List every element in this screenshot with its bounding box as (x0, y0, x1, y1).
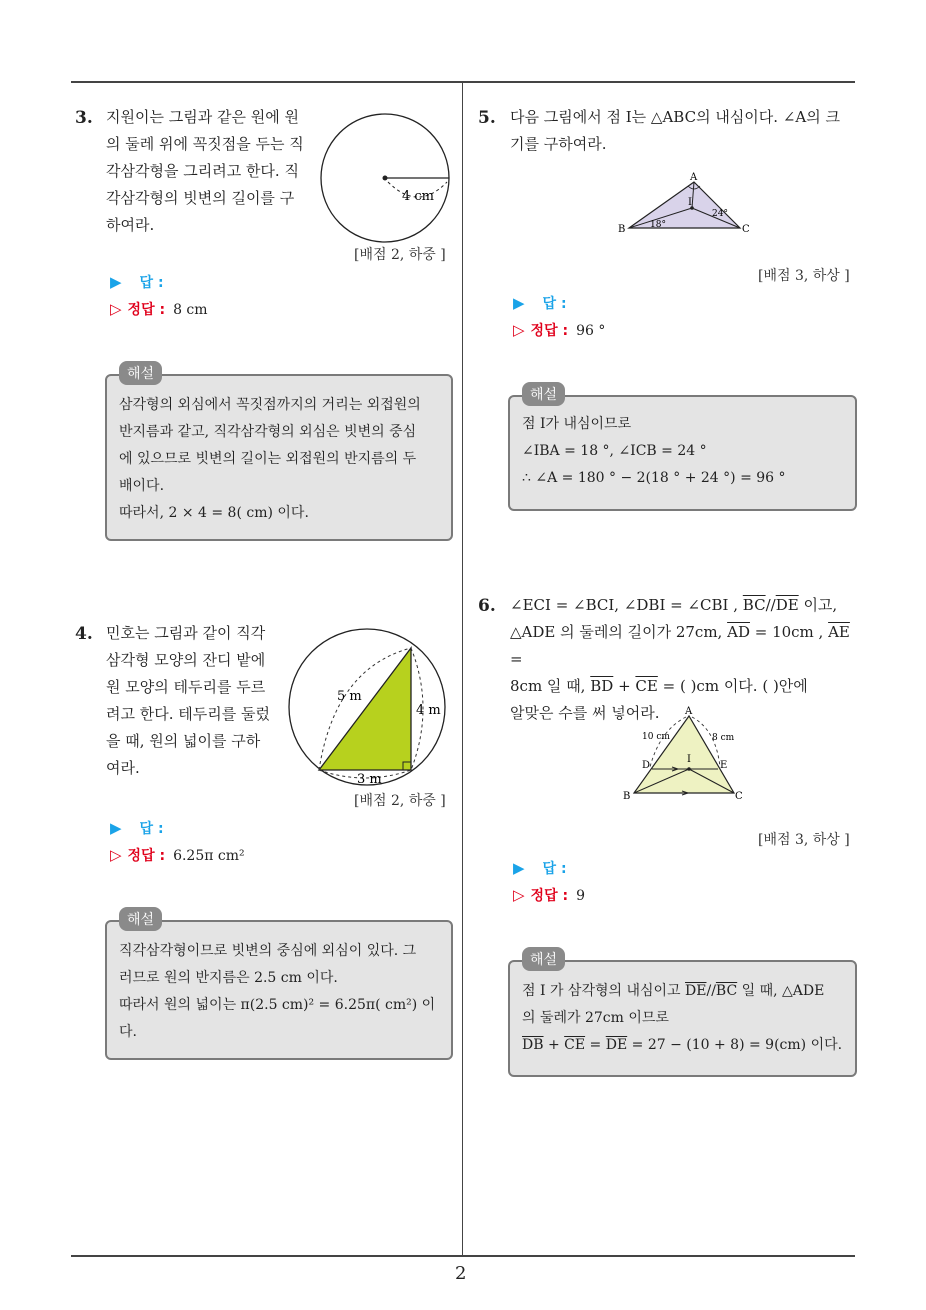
q4-line: 삼각형 모양의 잔디 밭에 (106, 651, 266, 669)
q4-line: 려고 한다. 테두리를 둘렀 (106, 705, 270, 723)
segment-ae: $\overline{AE}$ (828, 623, 850, 641)
q4-correct-answer (110, 845, 245, 865)
correct-value: 96 ° (576, 323, 606, 339)
q4-label-base: 3 m (357, 772, 382, 787)
correct-value: 6.25π cm² (173, 848, 245, 864)
q6-explain-line-2: 의 둘레가 27cm 이므로 (522, 1010, 669, 1026)
q6-explain-text: = 27 − (10 + 8) = 9(cm) 이다. (627, 1037, 843, 1053)
q6-line-2 (510, 619, 860, 673)
answer-label: 답 : (542, 296, 567, 312)
q3-explain-line: 따라서, 2 × 4 = 8( cm) 이다. (119, 505, 309, 521)
segment-ce: $\overline{CE}$ (635, 677, 658, 695)
q6-line-4: 알맞은 수를 써 넣어라. (510, 704, 660, 722)
play-icon: ▶ (513, 859, 525, 877)
q6-meta: [배점 3, 하상 ] (758, 832, 850, 848)
q6-line-1 (510, 592, 860, 619)
q3-explain-line: 반지름과 같고, 직각삼각형의 외심은 빗변의 중심 (119, 424, 417, 440)
q5-meta: [배점 3, 하상 ] (758, 268, 850, 284)
q4-triangle-lawn (319, 648, 411, 770)
q5-line: 기를 구하여라. (510, 135, 607, 153)
q5-label-c: C (742, 224, 750, 235)
q6-explain-text: 일 때, △ADE (737, 983, 825, 999)
q6-explanation-box (508, 960, 857, 1077)
q6-text: 8cm 일 때, (510, 677, 591, 695)
q3-explain-line: 배이다. (119, 478, 165, 494)
q5-label-b: B (618, 224, 626, 235)
q5-line: 다음 그림에서 점 I는 △ABC의 내심이다. ∠A의 크 (510, 108, 840, 126)
answer-label: 답 : (139, 821, 164, 837)
correct-value: 8 cm (173, 302, 208, 318)
q6-label-ae: 8 cm (712, 733, 735, 743)
q6-label-ad: 10 cm (642, 732, 670, 742)
q5-label-a: A (690, 172, 698, 183)
play-icon: ▶ (513, 294, 525, 312)
segment-de: $\overline{DE}$ (775, 596, 799, 614)
q6-correct-answer (513, 885, 585, 905)
q6-text: = (510, 650, 523, 668)
q3-explanation-tag: 해설 (119, 361, 162, 385)
correct-label: 정답 : (530, 323, 569, 339)
q6-explain-text: + (543, 1037, 565, 1053)
answer-label: 답 : (139, 275, 164, 291)
q5-explain-line: ∠IBA = 18 °, ∠ICB = 24 ° (522, 443, 707, 459)
q4-label-height: 4 m (416, 703, 441, 718)
segment-db: $\overline{DB}$ (522, 1037, 544, 1053)
q4-lawn-figure (285, 628, 455, 788)
q4-line: 민호는 그림과 같이 직각 (106, 624, 266, 642)
q6-label-b: B (623, 791, 631, 802)
q6-answer-field[interactable] (513, 858, 567, 878)
q6-explain-line-3 (522, 1032, 843, 1059)
q3-correct-answer (110, 299, 208, 319)
q6-line-3 (510, 673, 860, 700)
q6-explanation-tag: 해설 (522, 947, 565, 971)
q4-explain-line: 다. (119, 1024, 137, 1040)
top-rule (71, 81, 855, 83)
q3-line: 지원이는 그림과 같은 원에 원 (106, 108, 299, 126)
outline-play-icon: ▷ (110, 300, 122, 318)
q3-radius-label: 4 cm (402, 189, 435, 204)
column-divider (462, 83, 463, 1256)
parallel-sign: // (765, 596, 776, 614)
q3-circle-figure (318, 112, 454, 248)
q5-explanation-tag: 해설 (522, 382, 565, 406)
outline-play-icon: ▷ (110, 846, 122, 864)
question-3-number: 3. (75, 108, 93, 128)
q3-line: 각삼각형을 그리려고 한다. 직 (106, 162, 299, 180)
q3-line: 의 둘레 위에 꼭짓점을 두는 직 (106, 135, 304, 153)
q5-label-i: I (688, 197, 692, 208)
question-5-text (510, 104, 860, 158)
segment-ad: $\overline{AD}$ (727, 623, 750, 641)
segment-bd: $\overline{BD}$ (590, 677, 614, 695)
q6-text: △ADE 의 둘레의 길이가 27cm, (510, 623, 728, 641)
q6-text: ∠ECI = ∠BCI, ∠DBI = ∠CBI , (510, 596, 739, 614)
q5-explain-line: 점 I가 내심이므로 (522, 416, 632, 432)
q6-explain-text: = (585, 1037, 606, 1053)
q3-meta: [배점 2, 하중 ] (354, 247, 446, 263)
answer-label: 답 : (542, 861, 567, 877)
question-3-text (106, 104, 306, 239)
question-4-number: 4. (75, 624, 93, 644)
q5-answer-field[interactable] (513, 293, 567, 313)
segment-de: $\overline{DE}$ (685, 983, 707, 999)
question-4-text (106, 620, 281, 782)
q4-explanation-box (105, 920, 453, 1060)
q4-explain-line: 러므로 원의 반지름은 2.5 cm 이다. (119, 970, 338, 986)
q6-text: = 10cm , (749, 623, 829, 641)
correct-value: 9 (576, 888, 585, 904)
bottom-rule (71, 1255, 855, 1257)
q5-correct-answer (513, 320, 605, 340)
q4-explain-line: 따라서 원의 넓이는 π(2.5 cm)² = 6.25π( cm²) 이 (119, 997, 436, 1013)
segment-bc: $\overline{BC}$ (742, 596, 766, 614)
q6-label-a: A (685, 706, 693, 717)
q5-label-angle-c: 24° (712, 209, 728, 219)
correct-label: 정답 : (127, 302, 166, 318)
q4-answer-field[interactable] (110, 818, 164, 838)
q6-incenter-point (687, 767, 691, 771)
q6-text: = ( )cm 이다. ( )안에 (657, 677, 808, 695)
q6-triangle (634, 716, 734, 793)
segment-bc: $\overline{BC}$ (715, 983, 738, 999)
q6-label-i: I (687, 754, 691, 765)
correct-label: 정답 : (127, 848, 166, 864)
q3-line: 하여라. (106, 216, 155, 234)
q4-label-hypotenuse: 5 m (337, 689, 362, 704)
q6-explain-text: 점 I 가 삼각형의 내심이고 (522, 983, 686, 999)
q3-answer-field[interactable] (110, 272, 164, 292)
question-6-number: 6. (478, 596, 496, 616)
correct-label: 정답 : (530, 888, 569, 904)
q6-text: + (613, 677, 636, 695)
q6-label-c: C (735, 791, 743, 802)
q4-line: 을 때, 원의 넓이를 구하 (106, 732, 261, 750)
q4-meta: [배점 2, 하중 ] (354, 793, 446, 809)
q3-line: 각삼각형의 빗변의 길이를 구 (106, 189, 295, 207)
q5-triangle-figure (612, 170, 752, 236)
q5-explain-line: ∴ ∠A = 180 ° − 2(18 ° + 24 °) = 96 ° (522, 470, 786, 486)
q5-label-angle-b: 18° (650, 220, 666, 230)
q4-line: 원 모양의 테두리를 두르 (106, 678, 266, 696)
q6-label-d: D (642, 760, 651, 771)
question-5-number: 5. (478, 108, 496, 128)
q6-text: 이고, (798, 596, 838, 614)
q6-explain-line-1 (522, 978, 843, 1005)
q5-explanation-box (508, 395, 857, 511)
parallel-sign: // (706, 983, 716, 999)
segment-de: $\overline{DE}$ (605, 1037, 628, 1053)
q4-explanation-tag: 해설 (119, 907, 162, 931)
q3-explain-line: 에 있으므로 빗변의 길이는 외접원의 반지름의 두 (119, 451, 417, 467)
q4-explain-line: 직각삼각형이므로 빗변의 중심에 외심이 있다. 그 (119, 943, 417, 959)
play-icon: ▶ (110, 819, 122, 837)
play-icon: ▶ (110, 273, 122, 291)
q3-explanation-box (105, 374, 453, 541)
q6-label-e: E (720, 760, 728, 771)
q4-line: 여라. (106, 759, 140, 777)
segment-ce: $\overline{CE}$ (564, 1037, 586, 1053)
outline-play-icon: ▷ (513, 886, 525, 904)
outline-play-icon: ▷ (513, 321, 525, 339)
q6-triangle-figure (620, 705, 750, 803)
page-number: 2 (455, 1263, 467, 1284)
q3-explain-line: 삼각형의 외심에서 꼭짓점까지의 거리는 외접원의 (119, 397, 421, 413)
